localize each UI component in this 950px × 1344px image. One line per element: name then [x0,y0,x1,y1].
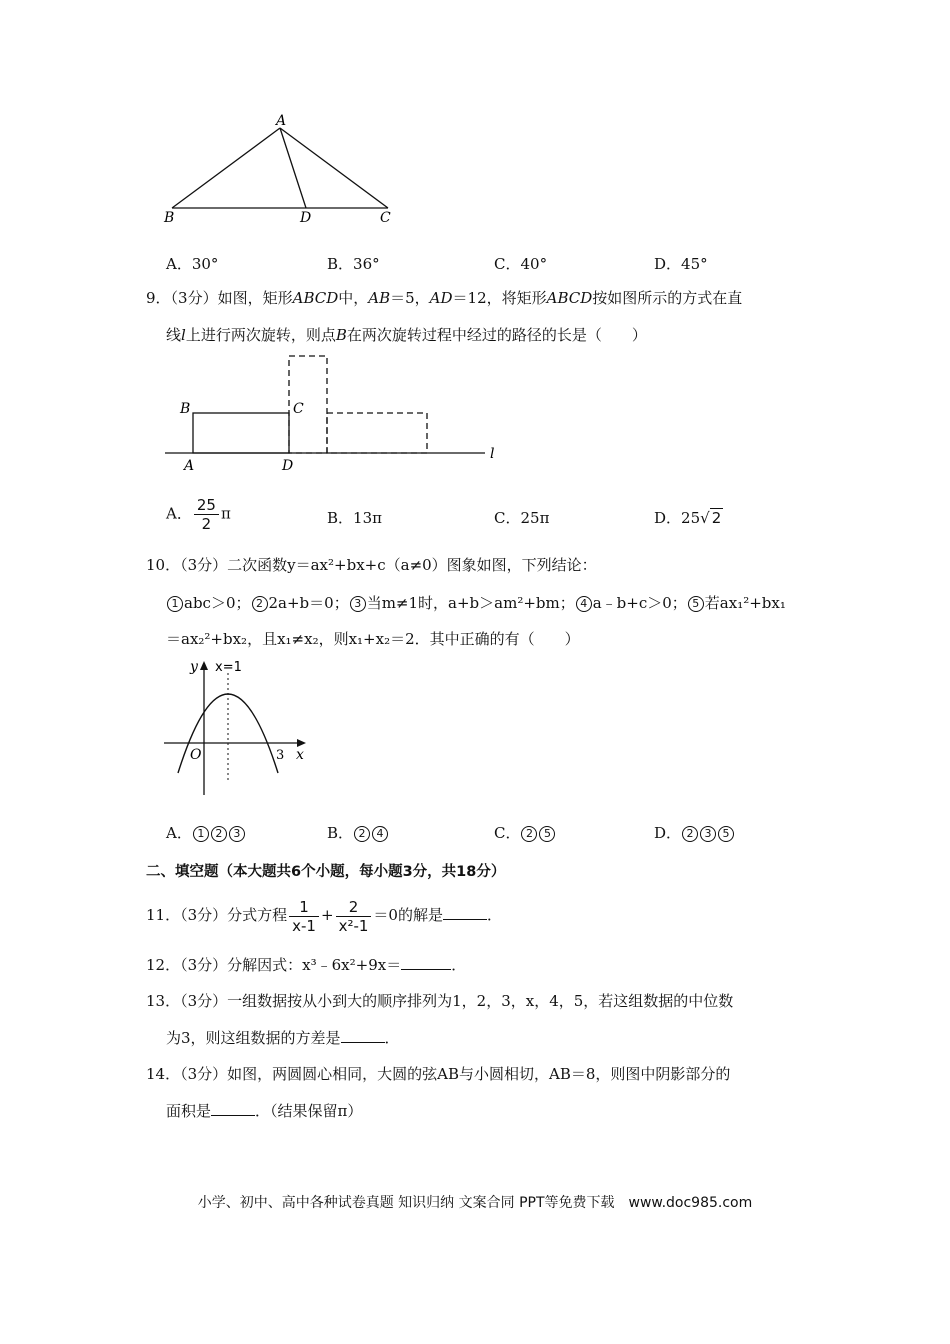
label-a: A [184,458,195,474]
q9-line-2: 线l上进行两次旋转，则点B在两次旋转过程中经过的路径的长是（ ） [166,326,647,344]
answer-blank [341,1028,385,1043]
label-b: B [164,210,175,226]
q10-option-c: C． 2 5 [494,822,556,844]
q14-line-1: 14．（3分）如图，两圆圆心相同，大圆的弦AB与小圆相切，AB＝8，则图中阴影部分的 [146,1065,731,1083]
q8-option-b: B．36° [327,255,380,273]
triangle-figure [160,110,400,230]
q9-option-c: C．25π [494,509,550,527]
rectangle-rotation-figure [160,350,510,475]
label-d: D [282,458,294,474]
q13-line-2: 为3，则这组数据的方差是 ． [166,1029,400,1047]
section-heading: 二、填空题（本大题共6个小题，每小题3分，共18分） [146,864,506,880]
label-origin: O [190,747,202,763]
label-d: D [300,210,312,226]
answer-blank [211,1101,255,1116]
label-x-equals-1: x=1 [215,660,242,675]
q10-line-3: ＝ax₂²+bx₂，且x₁≠x₂，则x₁+x₂＝2．其中正确的有（ ） [166,630,580,648]
footer-watermark: 小学、初中、高中各种试卷真题 知识归纳 文案合同 PPT等免费下载 www.doc985.com [197,1195,753,1211]
answer-blank [443,905,487,920]
label-three: 3 [276,748,285,763]
q9-option-b: B．13π [327,509,382,527]
q12: 12．（3分）分解因式：x³﹣6x²+9x＝ ． [146,956,467,974]
label-c: C [380,210,391,226]
label-x: x [296,747,304,763]
q9-option-a: A． $\frac{25}{2}$ π [166,496,231,533]
q11: 11．（3分）分式方程 $\frac{1}{x-1}$ + $\frac{2}{\text{x²-1}}$ ＝0的解是 ． [146,897,502,935]
q10-line-1: 10．（3分）二次函数y＝ax²+bx+c（a≠0）图象如图，下列结论： [146,556,597,574]
label-a: A [276,113,287,129]
q14-line-2: 面积是 ．（结果保留π） [166,1102,363,1120]
answer-blank [401,955,451,970]
q8-option-a: A．30° [166,255,219,273]
q10-option-a: A． 1 2 3 [166,822,246,844]
q10-option-b: B． 2 4 [327,822,389,844]
label-c: C [293,401,304,417]
q8-option-c: C．40° [494,255,548,273]
label-y: y [190,659,198,675]
q10-line-2: 1 abc＞0； 2 2a+b＝0； 3 当m≠1时，a+b＞am²+bm； 4 a﹣b+c＞0； 5 若ax₁²+bx₁ [166,592,786,614]
label-l: l [490,446,495,462]
q9-option-d: D．25√ 2 [654,509,722,527]
q9-line-1: 9．（3分）如图，矩形ABCD中，AB＝5，AD＝12，将矩形ABCD按如图所示的方式在直 [146,289,743,307]
label-b: B [180,401,191,417]
q10-option-d: D． 2 3 5 [654,822,735,844]
q13-line-1: 13．（3分）一组数据按从小到大的顺序排列为1，2，3，x，4，5，若这组数据的中位数 [146,992,734,1010]
q8-option-d: D．45° [654,255,708,273]
parabola-figure [160,655,320,800]
